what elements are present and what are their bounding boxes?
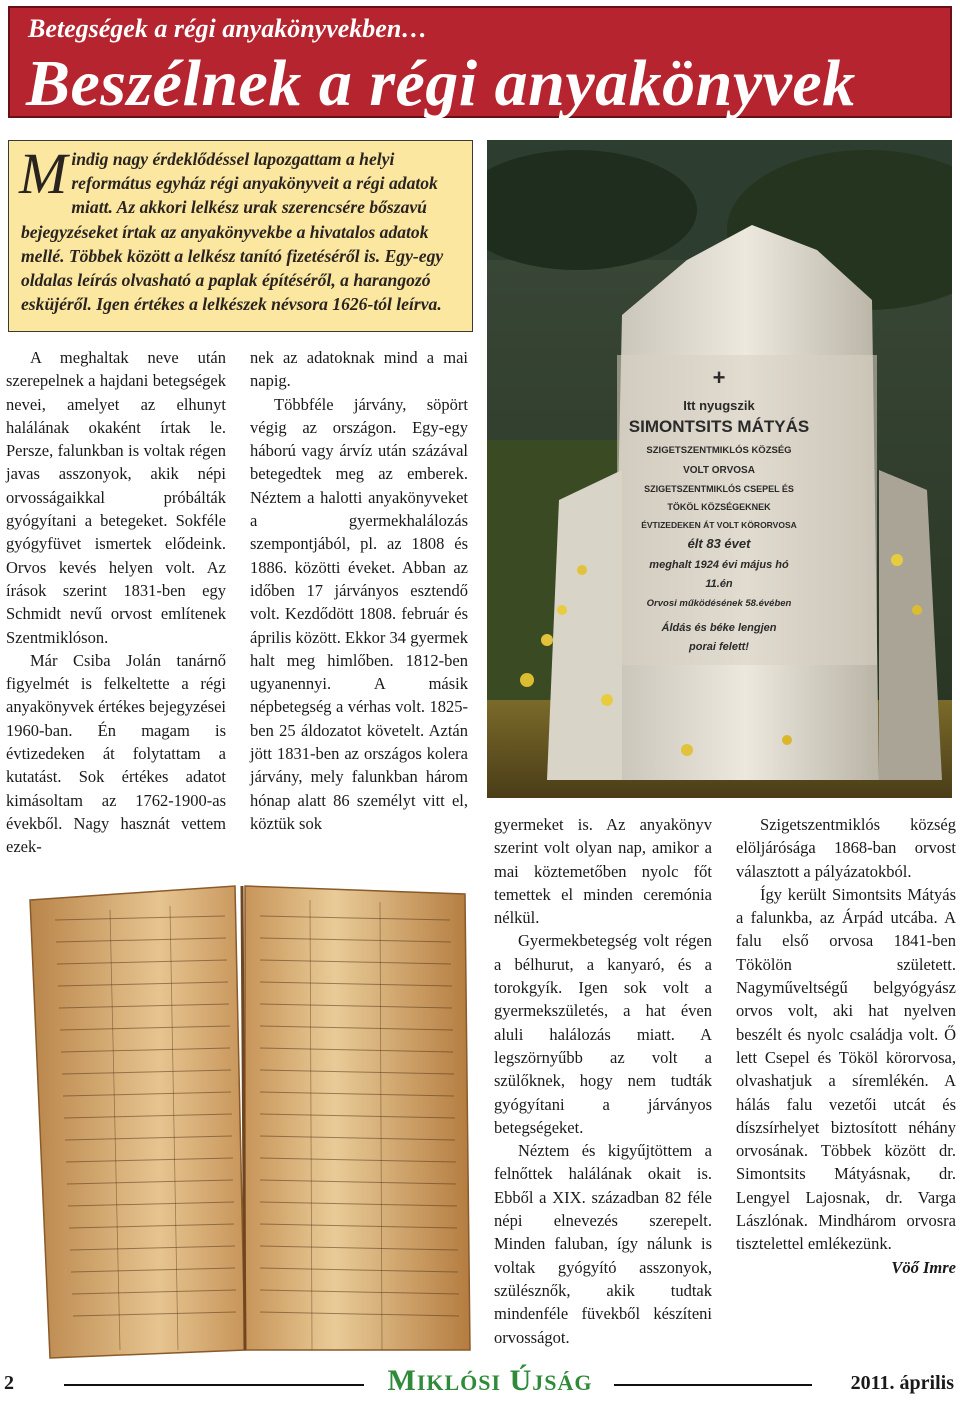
paragraph: Többféle járvány, söpört végig az országon. Egy-egy háború vagy árvíz után százával betegedtek meg az emberek. Néztem a halotti anyakönyveket a gyermekhalálozás szempontjából, pl. az 1808 és 1886. közötti éveket. Abban az időben 17 járványos esztendő volt. Kezdődött 1808. február és április között. Ekkor 34 gyermek halt meg himlőben. 1812-ben ugyanennyi. A másik népbetegség a vérhas volt. 1825-ben 25 áldozatot követelt. Aztán jött 1831-ben az országos kolera járvány, mely falunkban három hónap alatt 86 személyt vitt el, köztük sok xyxy=(250,394,468,833)
gravestone-line: élt 83 évet xyxy=(687,536,751,551)
article-column-3 xyxy=(494,813,712,1349)
header-banner xyxy=(8,6,952,118)
issue-date: 2011. április xyxy=(850,1372,954,1394)
footer-rule-right xyxy=(614,1384,812,1386)
gravestone-line: Áldás és béke lengjen xyxy=(661,622,777,634)
paragraph: Szigetszentmiklós község elöljárósága 1868-ban orvost választott a pályázatokból. xyxy=(736,815,956,881)
article-column-2 xyxy=(250,346,468,835)
register-book-illustration xyxy=(10,880,480,1364)
intro-text: indig nagy érdeklődéssel lapozgattam a helyi református egyház régi anyakönyveit a régi adatok miatt. Az akkori lelkész urak szerencsére bőszavú bejegyzéseket írtak az anyakönyvekbe a hivatalos adatok mellé. Többek között a lelkész tanító fizetéséről is. Egy-egy oldalas leírás olvasható a paplak építéséről, a harangozó esküjéről. Igen értékes a lelkészek névsora 1626-tól leírva. xyxy=(21,149,444,315)
section-kicker: Betegségek a régi anyakönyvekben… xyxy=(28,14,428,43)
gravestone-line: Orvosi működésének 58.évében xyxy=(646,598,792,609)
intro-box xyxy=(8,140,473,332)
gravestone-cross: + xyxy=(712,365,726,390)
footer-rule-left xyxy=(64,1384,364,1386)
paragraph: A meghaltak neve után szerepelnek a hajdani betegségek nevei, amelyet az elhunyt halálának okaként írtak le. Persze, falunkban is voltak régen javas asszonyok, akik népi orvosságaikkal próbálták gyógyítani a betegeket. Sokféle gyógyfüvet ismertek elődeink. Orvos kevés helyen volt. Az írások szerint 1831-ben egy Schmidt nevű orvost említenek Szentmiklóson. xyxy=(6,348,226,647)
publication-title xyxy=(370,1364,610,1398)
page-number: 2 xyxy=(4,1372,14,1394)
article-column-4 xyxy=(736,813,956,1279)
register-book-photo xyxy=(10,880,480,1364)
gravestone-line: SZIGETSZENTMIKLÓS KÖZSÉG xyxy=(646,445,792,456)
paragraph: Néztem és kigyűjtöttem a felnőttek halálának okait is. Ebből a XIX. században 82 féle népi elnevezés szerepelt. Minden faluban, így nálunk is voltak gyógyító asszonyok, szülésznők, akik tudtak mindenféle füvekből készíteni orvosságot. xyxy=(494,1141,712,1347)
gravestone-illustration xyxy=(487,140,952,798)
article-headline: Beszélnek a régi anyakönyvek xyxy=(26,47,856,120)
gravestone-photo xyxy=(487,140,952,798)
title-letter: Ú xyxy=(509,1364,533,1397)
gravestone-line: porai felett! xyxy=(689,641,749,653)
paragraph: Már Csiba Jolán tanárnő figyelmét is felkeltette a régi anyakönyvek értékes bejegyzései 1960-ban. Én magam is évtizedeken át folytattam a kutatást. Sok értékes adatot kimásoltam az 1762-1900-as évekből. Nagy hasznát vettem ezek- xyxy=(6,650,226,857)
title-letter: M xyxy=(387,1364,417,1397)
gravestone-name: SIMONTSITS MÁTYÁS xyxy=(628,417,810,436)
gravestone-line: TÖKÖL KÖZSÉGEKNEK xyxy=(667,502,771,512)
title-part: JSÁG xyxy=(532,1370,593,1395)
author-byline: Vöő Imre xyxy=(891,1257,956,1277)
paragraph: nek az adatoknak mind a mai napig. xyxy=(250,348,468,391)
article-column-1 xyxy=(6,346,226,859)
title-part: IKLÓSI xyxy=(416,1370,502,1395)
gravestone-line: Itt nyugszik xyxy=(683,398,755,413)
gravestone-line: 11.én xyxy=(705,578,733,590)
gravestone-line: ÉVTIZEDEKEN ÁT VOLT KÖRORVOSA xyxy=(641,520,797,530)
paragraph: Így került Simontsits Mátyás a falunkba, az Árpád utcába. A falu első orvosa 1841-ben Tökölön született. Nagyműveltségű belgyógyász orvos volt, aki hat nyelven beszélt és nyolc családja volt. Ő lett Csepel és Tököl körorvosa, olvashatjuk a síremlékén. A hálás falu vezetői utcát és díszsírhelyet biztosított néhány orvosának. Többek között dr. Simontsits Mátyásnak, dr. Lengyel Lajosnak, dr. Varga Lászlónak. Mindhárom orvosra tisztelettel emlékezünk. xyxy=(736,884,956,1254)
paragraph: Gyermekbetegség volt régen a bélhurut, a kanyaró, és a torokgyík. Igen sok volt a gyermekszületés, a hat éven aluli halálozás miatt. A legszörnyűbb az volt a szülőknek, hogy nem tudták gyógyítani a járványos betegségeket. xyxy=(494,931,712,1137)
gravestone-line: VOLT ORVOSA xyxy=(683,465,755,476)
paragraph: gyermeket is. Az anyakönyv szerint volt olyan nap, amikor a mai köztemetőben nyolc főt temettek el minden ceremónia nélkül. xyxy=(494,815,712,928)
drop-cap: M xyxy=(19,141,68,206)
gravestone-line: meghalt 1924 évi május hó xyxy=(649,559,789,571)
gravestone-line: SZIGETSZENTMIKLÓS CSEPEL ÉS xyxy=(644,484,794,494)
